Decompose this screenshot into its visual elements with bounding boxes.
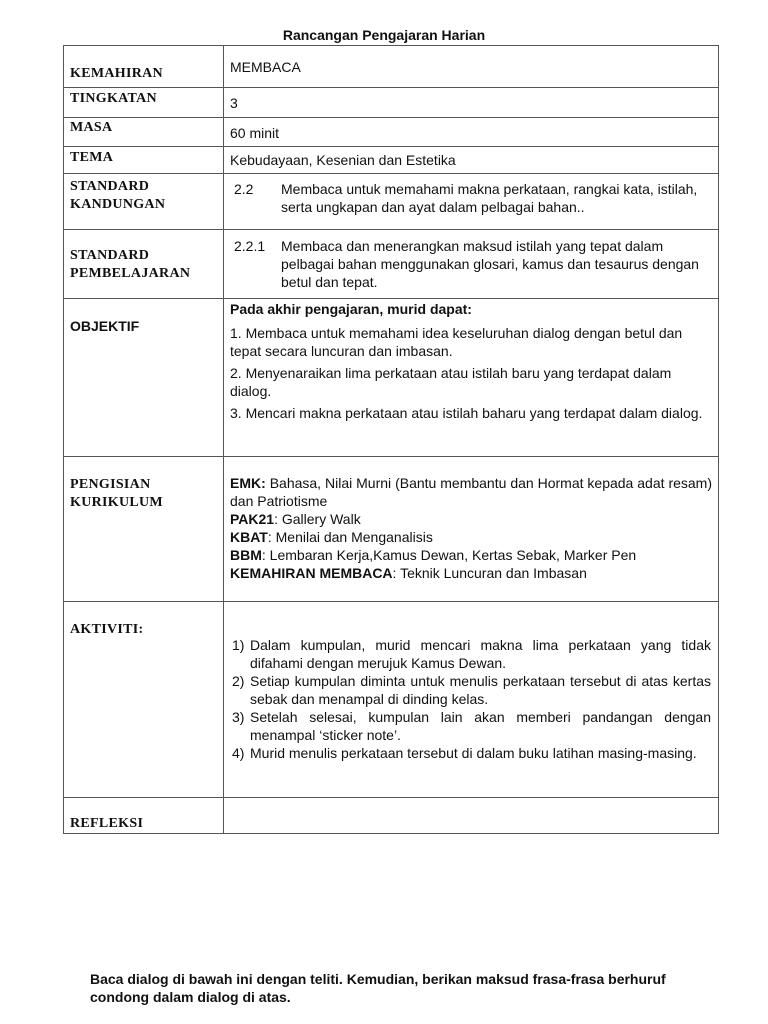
value-objektif — [224, 299, 718, 422]
label-standard-kandungan — [64, 174, 223, 214]
row-standard-pembelajaran — [64, 230, 719, 299]
aktiviti-item — [232, 636, 711, 672]
value-tingkatan: 3 — [230, 95, 238, 111]
sp-text: Membaca dan menerangkan maksud istilah yang tepat dalam pelbagai bahan menggunakan glosari, kamus dan tesaurus dengan betul dan tepat. — [281, 238, 699, 290]
aktiviti-item — [232, 672, 711, 708]
aktiviti-list — [224, 602, 718, 762]
value-kemahiran: MEMBACA — [230, 59, 301, 75]
aktiviti-item — [232, 708, 711, 744]
label-line: KURIKULUM — [70, 495, 163, 510]
value-masa: 60 minit — [230, 125, 280, 141]
label-line: PENGISIAN — [70, 477, 151, 492]
value-standard-pembelajaran — [224, 230, 718, 291]
row-refleksi — [64, 798, 719, 834]
value-tema: Kebudayaan, Kesenian dan Estetika — [230, 152, 456, 168]
label-tema: TEMA — [70, 150, 114, 165]
label-pengisian-kurikulum — [64, 457, 223, 512]
label-kemahiran: KEMAHIRAN — [70, 66, 163, 81]
label-masa: MASA — [70, 120, 113, 135]
label-line: STANDARD — [70, 179, 150, 194]
label-line: KANDUNGAN — [70, 197, 166, 212]
row-kemahiran — [64, 46, 719, 88]
label-objektif: OBJEKTIF — [70, 318, 140, 334]
objektif-intro: Pada akhir pengajaran, murid dapat: — [230, 301, 472, 317]
pak21-key: PAK21 — [230, 511, 275, 527]
aktiviti-text: Setiap kumpulan diminta untuk menulis perkataan tersebut di atas kertas sebak dan menampal di dinding kelas. — [250, 673, 711, 707]
objektif-item-3: 3. Mencari makna perkataan atau istilah baharu yang terdapat dalam dialog. — [230, 405, 703, 421]
objektif-item-1: 1. Membaca untuk memahami idea keseluruhan dialog dengan betul dan tepat secara luncuran dan imbasan. — [230, 325, 683, 359]
kemahiran-membaca-line — [230, 564, 712, 582]
page-title: Rancangan Pengajaran Harian — [282, 27, 486, 43]
row-aktiviti — [64, 602, 719, 798]
label-aktiviti: AKTIVITI: — [70, 622, 144, 637]
kbat-key: KBAT — [230, 529, 268, 545]
aktiviti-number: 2) — [232, 673, 245, 689]
pak21-line — [230, 510, 712, 528]
aktiviti-text: Dalam kumpulan, murid mencari makna lima perkataan yang tidak difahami dengan merujuk Kamus Dewan. — [250, 637, 711, 671]
label-line: STANDARD — [70, 248, 150, 263]
aktiviti-number: 3) — [232, 709, 245, 725]
sp-number: 2.2.1 — [234, 238, 266, 254]
row-masa — [64, 118, 719, 147]
sk-text: Membaca untuk memahami makna perkataan, rangkai kata, istilah, serta ungkapan dan ayat dalam pelbagai bahan.. — [281, 181, 698, 215]
lesson-plan-table — [63, 45, 719, 834]
label-standard-pembelajaran — [64, 230, 223, 283]
aktiviti-text: Setelah selesai, kumpulan lain akan memberi pandangan dengan menampal ‘sticker note’. — [250, 709, 711, 743]
sk-number: 2.2 — [234, 181, 254, 197]
label-tingkatan: TINGKATAN — [70, 91, 157, 106]
kemahiran-membaca-key: KEMAHIRAN MEMBACA — [230, 565, 393, 581]
row-tingkatan — [64, 88, 719, 118]
bbm-key: BBM — [230, 547, 262, 563]
emk-key: EMK: — [230, 475, 266, 491]
objektif-item-2: 2. Menyenaraikan lima perkataan atau istilah baru yang terdapat dalam dialog. — [230, 365, 672, 399]
label-line: PEMBELAJARAN — [70, 266, 191, 281]
kbat-line — [230, 528, 712, 546]
kbat-value: : Menilai dan Menganalisis — [267, 529, 433, 545]
pak21-value: : Gallery Walk — [274, 511, 361, 527]
bbm-value: : Lembaran Kerja,Kamus Dewan, Kertas Sebak, Marker Pen — [261, 547, 637, 563]
aktiviti-number: 1) — [232, 637, 245, 653]
value-standard-kandungan — [224, 174, 718, 216]
kemahiran-membaca-value: : Teknik Luncuran dan Imbasan — [392, 565, 587, 581]
aktiviti-item — [232, 744, 711, 762]
emk-value: Bahasa, Nilai Murni (Bantu membantu dan Hormat kepada adat resam) dan Patriotisme — [230, 475, 712, 509]
bbm-line — [230, 546, 712, 564]
label-refleksi: REFLEKSI — [70, 816, 144, 831]
emk-line — [230, 474, 712, 510]
aktiviti-number: 4) — [232, 745, 245, 761]
row-standard-kandungan — [64, 174, 719, 230]
value-pengisian-kurikulum — [224, 457, 718, 582]
aktiviti-text: Murid menulis perkataan tersebut di dalam buku latihan masing-masing. — [250, 745, 697, 761]
row-objektif — [64, 299, 719, 457]
instruction-text: Baca dialog di bawah ini dengan teliti. Kemudian, berikan maksud frasa-frasa berhuruf condong dalam dialog di atas. — [90, 971, 666, 1005]
row-tema — [64, 147, 719, 174]
row-pengisian-kurikulum — [64, 457, 719, 602]
